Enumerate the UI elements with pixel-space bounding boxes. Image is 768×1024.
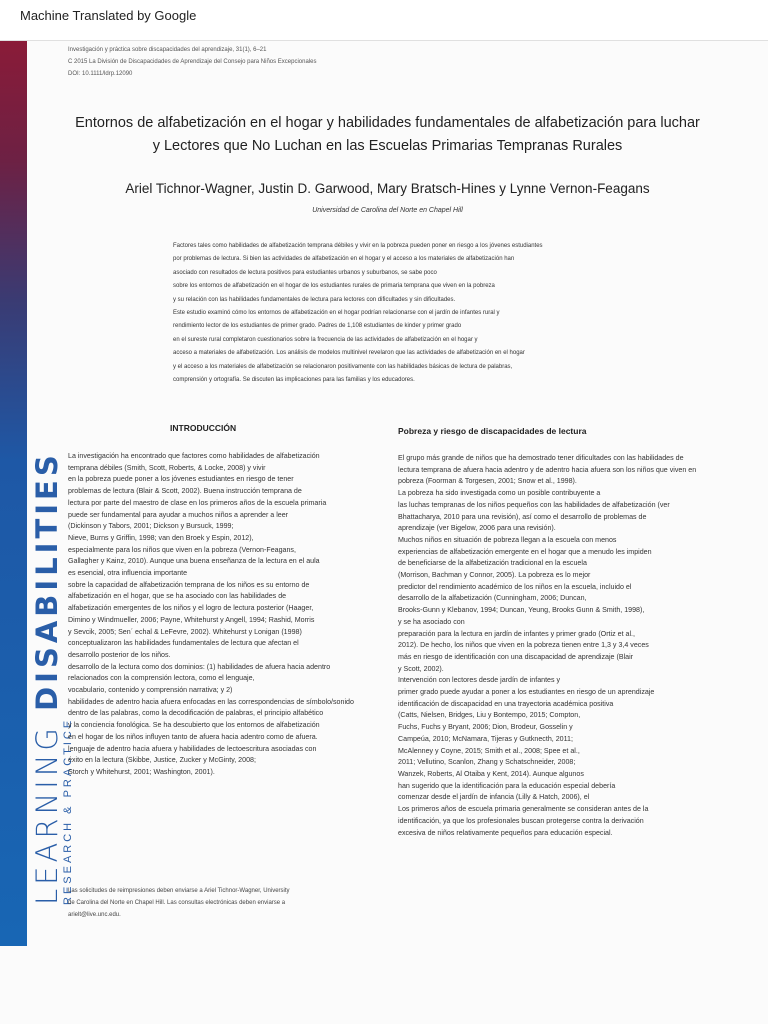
title-line: y Lectores que No Luchan en las Escuelas Primarias Tempranas Rurales <box>152 138 623 154</box>
body-line: McAlenney y Coyne, 2015; Smith et al., 2008; Spee et al., <box>398 746 580 755</box>
article-title <box>60 112 715 158</box>
body-line: 2011; Vellutino, Scanlon, Zhang y Schatschneider, 2008; <box>398 758 576 767</box>
body-line: 2012). De hecho, los niños que viven en la pobreza tienen entre 1,3 y 3,4 veces <box>398 641 649 650</box>
body-line: aprendizaje (ver Bigelow, 2006 para una revisión). <box>398 524 556 533</box>
body-line: El grupo más grande de niños que ha demostrado tener dificultades con las habilidades de <box>398 454 684 462</box>
body-line: en el hogar de los niños influyen tanto de afuera hacia adentro como de afuera. <box>68 732 318 741</box>
meta-line: Investigación y práctica sobre discapacidades del aprendizaje, 31(1), 6–21 <box>68 47 267 53</box>
body-line: preparación para la lectura en jardín de infantes y primer grado (Ortiz et al., <box>398 629 635 638</box>
body-line: (Morrison, Bachman y Connor, 2005). La pobreza es lo mejor <box>398 571 591 580</box>
abstract-line: y el acceso a los materiales de alfabetización se relacionaron positivamente con las habilidades básicas de lectura de palabras, <box>173 363 513 370</box>
article-affiliation: Universidad de Carolina del Norte en Chapel Hill <box>312 207 463 214</box>
body-line: y Sevcik, 2005; Sen´ echal & LeFevre, 2002). Whitehurst y Lonigan (1998) <box>68 627 302 636</box>
body-line: excesiva de niños relativamente pequeños para educación especial. <box>398 828 613 837</box>
journal-title-learning: LEARNING <box>30 724 64 905</box>
body-line: Wanzek, Roberts, Al Otaiba y Kent, 2014). Aunque algunos <box>398 769 584 778</box>
right-column <box>398 453 708 839</box>
footnote-line: Las solicitudes de reimpresiones deben enviarse a Ariel Tichnor-Wagner, University <box>68 888 290 894</box>
body-line: vocabulario, contenido y comprensión narrativa; y 2) <box>68 686 233 695</box>
title-line: Entornos de alfabetización en el hogar y habilidades fundamentales de alfabetización para luchar <box>75 115 700 131</box>
body-line: Dimino y Windmueller, 2006; Payne, Whitehurst y Angell, 1994; Rashid, Morris <box>68 615 315 624</box>
body-line: pobreza (Foorman & Torgesen, 2001; Snow et al., 1998). <box>398 477 577 486</box>
body-line: Fuchs, Fuchs y Bryant, 2006; Dion, Brodeur, Gosselin y <box>398 723 573 732</box>
body-line: Campeúa, 2010; McNamara, Tijeras y Gutknecth, 2011; <box>398 734 573 743</box>
body-line: (Dickinson y Tabors, 2001; Dickson y Bursuck, 1999; <box>68 522 234 531</box>
left-column <box>68 451 368 779</box>
body-line: alfabetización emergentes de los niños y el logro de lectura posterior (Haager, <box>68 604 314 613</box>
journal-title <box>30 451 64 905</box>
abstract-line: y su relación con las habilidades fundamentales de lectura para lectores con dificultades y sin dificultades. <box>173 296 456 303</box>
body-line: lectura temprana de afuera hacia adentro y de adentro hacia afuera son los niños que viven en <box>398 465 697 474</box>
body-line: conceptualizaron las habilidades fundamentales de lectura que afectan el <box>68 639 299 648</box>
body-line: éxito en la lectura (Skibbe, Justice, Zucker y McGinty, 2008; <box>68 756 256 765</box>
body-line: Intervención con lectores desde jardín de infantes y <box>398 676 561 685</box>
body-line: en la pobreza puede poner a los jóvenes estudiantes en riesgo de tener <box>68 475 294 484</box>
body-line: y se ha asociado con <box>398 617 465 626</box>
body-line: temprana débiles (Smith, Scott, Roberts, & Locke, 2008) y vivir <box>68 463 266 472</box>
body-line: habilidades de adentro hacia afuera enfocadas en las correspondencias de símbolo/sonido <box>68 697 354 706</box>
body-line: lectura por parte del maestro de clase en los primeros años de la escuela primaria <box>68 498 327 507</box>
body-line: La pobreza ha sido investigada como un posible contribuyente a <box>398 489 601 498</box>
abstract-line: Este estudio examinó cómo los entornos de alfabetización en el hogar podrían relacionarse con el jardín de infantes rural y <box>173 310 500 317</box>
body-line: y la conciencia fonológica. Se ha descubierto que los entornos de alfabetización <box>68 721 320 730</box>
footnote-line: arielt@live.unc.edu. <box>68 912 121 918</box>
meta-line: C 2015 La División de Discapacidades de Aprendizaje del Consejo para Niños Excepcionales <box>68 59 317 65</box>
body-line: identificación, ya que los profesionales buscan protegerse contra la derivación <box>398 816 644 825</box>
body-line: Los primeros años de escuela primaria generalmente se consideran antes de la <box>398 805 649 814</box>
body-line: Gallagher y Kainz, 2010). Aunque una buena enseñanza de la lectura en el aula <box>68 557 320 566</box>
body-line: Brooks-Gunn y Klebanov, 1994; Duncan, Yeung, Brooks Gunn & Smith, 1998), <box>398 606 645 615</box>
body-line: más en riesgo de identificación con una discapacidad de aprendizaje (Blair <box>398 652 634 661</box>
footnote <box>68 885 290 921</box>
abstract <box>173 240 603 387</box>
meta-doi: DOI: 10.1111/ldrp.12090 <box>68 71 133 77</box>
body-line: las luchas tempranas de los niños pequeños con las habilidades de alfabetización (ver <box>398 500 670 509</box>
body-line: puede ser fundamental para ayudar a muchos niños a aprender a leer <box>68 510 289 519</box>
journal-subtitle: RESEARCH & PRACTICE <box>62 717 74 905</box>
journal-meta <box>68 44 316 80</box>
body-line: predictor del rendimiento académico de los niños en la escuela, incluido el <box>398 582 632 591</box>
body-line: comenzar desde el jardín de infancia (Lilly & Hatch, 2006), el <box>398 793 590 802</box>
body-line: Storch y Whitehurst, 2001; Washington, 2001). <box>68 767 215 776</box>
body-line: es esencial, otra influencia importante <box>68 569 188 578</box>
body-line: relacionados con la comprensión lectora, como el lenguaje, <box>68 674 255 683</box>
brand-label[interactable]: Machine Translated by Google <box>20 8 197 23</box>
journal-title-disabilities: DISABILITIES <box>30 451 64 711</box>
journal-spine <box>0 41 27 946</box>
body-line: sobre la capacidad de alfabetización temprana de los niños es su entorno de <box>68 580 310 589</box>
body-line: problemas de lectura (Blair & Scott, 2002). Buena instrucción temprana de <box>68 487 302 496</box>
body-line: alfabetización en el hogar, que se ha asociado con las habilidades de <box>68 592 287 601</box>
body-line: Bhattacharya, 2010 para una revisión), así como el desarrollo de problemas de <box>398 512 647 521</box>
body-line: especialmente para los niños que viven en la pobreza (Vernon-Feagans, <box>68 545 296 554</box>
body-line: desarrollo posterior de los niños. <box>68 650 171 659</box>
body-line: y Scott, 2002). <box>398 664 444 673</box>
poverty-heading: Pobreza y riesgo de discapacidades de lectura <box>398 426 587 436</box>
footnote-line: de Carolina del Norte en Chapel Hill. Las consultas electrónicas deben enviarse a <box>68 900 286 906</box>
abstract-line: por problemas de lectura. Si bien las actividades de alfabetización en el hogar y el acceso a los materiales de alfabetización han <box>173 256 515 263</box>
abstract-line: Factores tales como habilidades de alfabetización temprana débiles y vivir en la pobreza pueden poner en riesgo a los jóvenes estudiantes <box>173 243 543 249</box>
body-line: Muchos niños en situación de pobreza llegan a la escuela con menos <box>398 535 617 544</box>
body-line: (Catts, Nielsen, Bridges, Liu y Bontempo, 2015; Compton, <box>398 711 581 720</box>
body-line: experiencias de alfabetización emergente en el hogar que a menudo les impiden <box>398 547 652 556</box>
article-authors: Ariel Tichnor-Wagner, Justin D. Garwood, Mary Bratsch-Hines y Lynne Vernon-Feagans <box>125 181 650 196</box>
abstract-line: comprensión y ortografía. Se discuten las implicaciones para las familias y los educadores. <box>173 377 415 384</box>
abstract-line: sobre los entornos de alfabetización en el hogar de los estudiantes rurales de primaria temprana que viven en la pobreza <box>173 283 495 290</box>
abstract-line: en el sureste rural completaron cuestionarios sobre la frecuencia de las actividades de alfabetización en el hogar y <box>173 336 478 343</box>
body-line: desarrollo de la lectura como dos dominios: (1) habilidades de afuera hacia adentro <box>68 662 331 671</box>
body-line: Nieve, Burns y Griffin, 1998; van den Broek y Espin, 2012), <box>68 533 254 542</box>
body-line: han sugerido que la identificación para la educación especial debería <box>398 781 616 790</box>
abstract-line: asociado con resultados de lectura positivos para estudiantes urbanos y suburbanos, se sabe poco <box>173 269 437 276</box>
body-line: identificación de discapacidad en una trayectoria académica positiva <box>398 699 614 708</box>
abstract-line: acceso a materiales de alfabetización. Los análisis de modelos multinivel revelaron que las actividades de alfabetización en el hogar <box>173 350 525 357</box>
body-line: La investigación ha encontrado que factores como habilidades de alfabetización <box>68 452 320 460</box>
body-line: lenguaje de adentro hacia afuera y habilidades de lectoescritura asociadas con <box>68 744 317 753</box>
intro-heading: INTRODUCCIÓN <box>170 423 237 433</box>
body-line: dentro de las palabras, como la decodificación de palabras, el principio alfabético <box>68 709 324 718</box>
abstract-line: rendimiento lector de los estudiantes de primer grado. Padres de 1,108 estudiantes de kinder y primer grado <box>173 323 462 330</box>
body-line: primer grado puede ayudar a poner a los estudiantes en riesgo de un aprendizaje <box>398 688 655 697</box>
top-bar <box>0 0 768 41</box>
body-line: de beneficiarse de la alfabetización tradicional en la escuela <box>398 559 587 568</box>
body-line: desarrollo de la alfabetización (Cunningham, 2006; Duncan, <box>398 594 587 603</box>
